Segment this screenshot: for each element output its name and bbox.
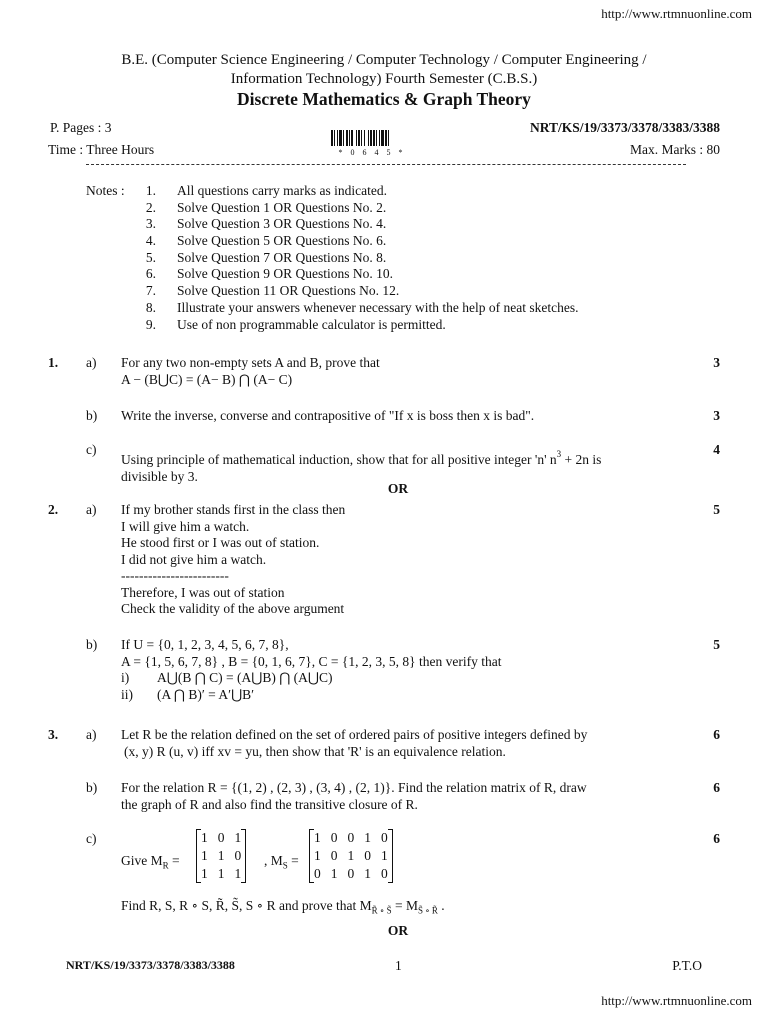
matrix-ms-cell: 0 <box>330 848 338 863</box>
matrix-mr-cell: 0 <box>217 830 225 845</box>
note-text: Illustrate your answers whenever necessary with the help of neat sketches. <box>177 300 579 315</box>
exam-duration: Time : Three Hours <box>48 142 155 157</box>
barcode-bar <box>388 130 389 146</box>
matrix-mr-cell: 1 <box>234 830 242 845</box>
matrix-mr-label: Give $M_R$ = <box>121 853 180 871</box>
matrix-ms-cell: 1 <box>330 866 338 881</box>
barcode-bar <box>349 130 350 146</box>
notes-label: Notes : <box>86 183 125 198</box>
subject-title: Discrete Mathematics & Graph Theory <box>237 89 531 109</box>
note-number: 9. <box>145 317 156 332</box>
q1b-part: b) <box>86 408 98 423</box>
note-number: 1. <box>145 183 156 198</box>
matrix-mr-cell: 1 <box>201 848 208 863</box>
note-number: 8. <box>145 300 156 315</box>
note-text: Solve Question 5 OR Questions No. 6. <box>177 233 387 248</box>
question-2-number: 2. <box>48 502 59 517</box>
q3c-part: c) <box>86 831 97 846</box>
course-line-2: Information Technology) Fourth Semester (C.B.S.) <box>230 71 538 87</box>
q3b-text: For the relation R = {(1, 2) , (2, 3) , (3, 4) , (2, 1)}. Find the relation matrix of R, draw the graph of R and also find the transitive closure of R. <box>121 780 587 812</box>
site-url-top[interactable]: http://www.rtmnuonline.com <box>601 6 752 21</box>
barcode-bar <box>376 130 377 146</box>
q2a-marks: 5 <box>713 502 720 517</box>
q1c-text: Using principle of mathematical induction, show that for all positive integer 'n' $n^3 + 2n$ is divisible by 3. <box>121 449 602 484</box>
matrix-ms-cell: 0 <box>347 830 355 845</box>
q1a-text: For any two non-empty sets A and B, prove that A − (B⋃C) = (A− B) ⋂ (A− C) <box>121 355 380 387</box>
q3b-marks: 6 <box>713 780 720 795</box>
note-number: 5. <box>145 250 156 265</box>
matrix-mr-cell: 1 <box>201 866 208 881</box>
barcode-image <box>331 130 413 148</box>
barcode-bar <box>373 130 375 146</box>
matrix-ms-cell: 0 <box>381 830 388 845</box>
barcode-number: * 0 6 4 5 * <box>338 148 406 157</box>
matrix-ms-cell: 0 <box>314 866 321 881</box>
matrix-ms-cell: 1 <box>381 848 388 863</box>
q1b-text: Write the inverse, converse and contrapositive of "If x is boss then x is bad". <box>121 408 535 423</box>
note-number: 3. <box>145 216 156 231</box>
barcode-bar <box>370 130 372 146</box>
or-separator-2: OR <box>387 923 409 938</box>
note-number: 7. <box>145 283 156 298</box>
barcode-bar <box>339 130 342 146</box>
matrix-mr-cell: 1 <box>201 830 208 845</box>
matrix-ms-cell: 0 <box>364 848 371 863</box>
barcode-bar <box>331 130 333 146</box>
barcode-bar <box>346 130 348 146</box>
barcode-bar <box>361 130 362 146</box>
paper-code: NRT/KS/19/3373/3378/3383/3388 <box>529 120 720 135</box>
q3a-marks: 6 <box>713 727 720 742</box>
site-url-bottom[interactable]: http://www.rtmnuonline.com <box>601 993 752 1008</box>
footer-paper-code: NRT/KS/19/3373/3378/3383/3388 <box>66 958 235 972</box>
q2b-text: If U = {0, 1, 2, 3, 4, 5, 6, 7, 8}, A = {1, 5, 6, 7, 8} , B = {0, 1, 6, 7}, C = {1, 2, 3, 5, 8} then verify that i) A⋃(B ⋂ C) = (A⋃B) ⋂ (A⋃C) ii) (A ⋂ B)′ = A′⋃B′ <box>121 637 502 702</box>
matrix-ms-cell: 1 <box>364 866 371 881</box>
barcode-bar <box>381 130 384 146</box>
page-count: P. Pages : 3 <box>50 120 112 135</box>
barcode-bar <box>364 130 365 146</box>
q2b-marks: 5 <box>713 637 720 652</box>
question-3-number: 3. <box>48 727 59 742</box>
matrix-ms <box>309 829 393 883</box>
argument-separator: ------------------------ <box>121 568 229 583</box>
q3b-part: b) <box>86 780 98 795</box>
note-text: Solve Question 9 OR Questions No. 10. <box>177 266 393 281</box>
matrix-mr-cell: 1 <box>217 848 225 863</box>
barcode-bar <box>351 130 353 146</box>
matrix-ms-label: , $M_S$ = <box>264 853 299 871</box>
barcode-bar <box>358 130 360 146</box>
barcode-bar <box>337 130 338 146</box>
q3c-find-text: Find R, S, R ∘ S, R̃, S̃, S ∘ R and prove that $M_{R̃ \circ S̃} = M_{S̃ \circ R̃}$ . <box>121 898 445 916</box>
barcode-bar <box>368 130 369 146</box>
note-text: Solve Question 11 OR Questions No. 12. <box>177 283 400 298</box>
footer-pto: P.T.O <box>672 958 702 973</box>
matrix-ms-cell: 1 <box>314 848 321 863</box>
barcode-bar <box>334 130 335 146</box>
matrix-ms-cell: 1 <box>347 848 355 863</box>
q2a-text: If my brother stands first in the class then I will give him a watch. He stood first or I was out of station. I did not give him a watch. ------------------------ Therefore, I was out of station Check the validity of the above argument <box>121 502 696 618</box>
note-number: 6. <box>145 266 156 281</box>
matrix-ms-cell: 0 <box>347 866 355 881</box>
q3a-text: Let R be the relation defined on the set of ordered pairs of positive integers defined by (x, y) R (u, v) iff xv = yu, then show that 'R' is an equivalence relation. <box>121 727 588 759</box>
barcode-bar <box>379 130 380 146</box>
note-text: Solve Question 7 OR Questions No. 8. <box>177 250 387 265</box>
question-1-number: 1. <box>48 355 59 370</box>
q1b-marks: 3 <box>713 408 720 423</box>
matrix-mr-cell: 1 <box>217 866 225 881</box>
barcode-bar <box>356 130 357 146</box>
or-separator-1: OR <box>387 481 409 496</box>
note-text: Use of non programmable calculator is permitted. <box>177 317 446 332</box>
matrix-ms-cell: 1 <box>314 830 321 845</box>
q1a-marks: 3 <box>713 355 720 370</box>
q1a-part: a) <box>86 355 97 370</box>
course-line-1: B.E. (Computer Science Engineering / Computer Technology / Computer Engineering / <box>121 52 647 68</box>
q2a-part: a) <box>86 502 97 517</box>
q3c-marks: 6 <box>713 831 720 846</box>
footer-page-number: 1 <box>395 958 402 973</box>
note-number: 4. <box>145 233 156 248</box>
note-number: 2. <box>145 200 156 215</box>
header-divider <box>86 164 686 165</box>
barcode-bar <box>343 130 344 146</box>
matrix-mr <box>196 829 246 883</box>
barcode-bar <box>385 130 387 146</box>
matrix-ms-cell: 1 <box>364 830 371 845</box>
q2b-part: b) <box>86 637 98 652</box>
matrix-ms-cell: 0 <box>330 830 338 845</box>
note-text: Solve Question 3 OR Questions No. 4. <box>177 216 387 231</box>
note-text: All questions carry marks as indicated. <box>177 183 387 198</box>
q1c-part: c) <box>86 442 97 457</box>
max-marks: Max. Marks : 80 <box>630 142 720 157</box>
matrix-mr-cell: 0 <box>234 848 242 863</box>
q1c-marks: 4 <box>713 442 720 457</box>
q3a-part: a) <box>86 727 97 742</box>
matrix-ms-cell: 0 <box>381 866 388 881</box>
matrix-mr-cell: 1 <box>234 866 242 881</box>
note-text: Solve Question 1 OR Questions No. 2. <box>177 200 387 215</box>
